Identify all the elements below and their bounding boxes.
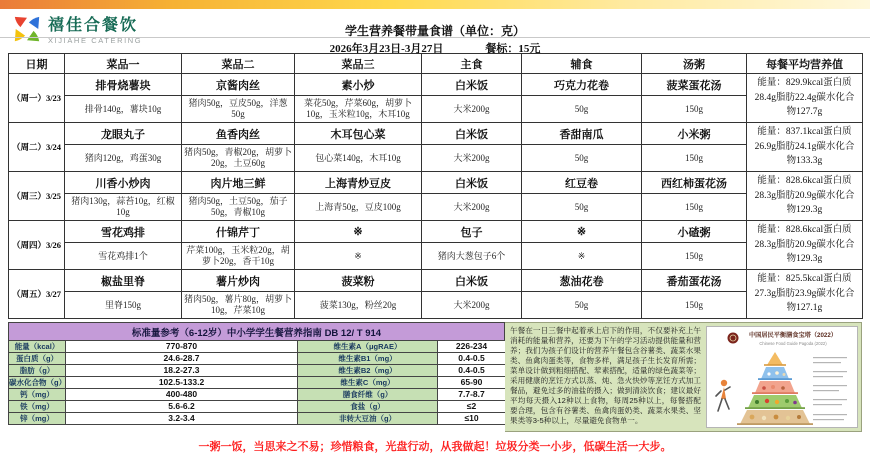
standards-row [9, 353, 506, 365]
day-label: （周五）3/27 [9, 270, 65, 319]
dish-name: 排骨烧薯块 [65, 74, 182, 96]
dish-name: 西红柿蛋花汤 [642, 172, 747, 194]
dish-ingredients: 50g [522, 292, 642, 319]
dish-ingredients: 里脊150g [65, 292, 182, 319]
table-row [9, 74, 863, 96]
dish-ingredients: 猪肉130g，蒜苔10g，红椒10g [65, 194, 182, 221]
dish-name: 雪花鸡排 [65, 221, 182, 243]
column-header: 日期 [9, 54, 65, 74]
dish-name: 包子 [422, 221, 522, 243]
dish-name: 川香小炒肉 [65, 172, 182, 194]
dish-name: 小碴粥 [642, 221, 747, 243]
dish-ingredients: 猪肉50g，青椒20g，胡萝卜20g，土豆60g [182, 145, 295, 172]
standards-row [9, 377, 506, 389]
dish-ingredients: 菜花50g，芹菜60g，胡萝卜10g，玉米粒10g，木耳10g [295, 96, 422, 123]
table-row [9, 221, 863, 243]
standards-table [8, 340, 506, 425]
poster-title: 中国居民平衡膳食宝塔（2022） [748, 332, 838, 339]
standard-value: 0.4-0.5 [438, 365, 506, 377]
dish-name: 香甜南瓜 [522, 123, 642, 145]
standard-label: 食盐（g） [298, 401, 438, 413]
nutrition-summary: 能量：828.6kcal蛋白质28.3g脂肪20.9g碳水化合物129.3g [747, 221, 863, 270]
standard-value: 18.2-27.3 [66, 365, 298, 377]
top-decorative-ribbon [0, 0, 870, 9]
page-title: 学生营养餐带量食谱（单位：克） [344, 24, 525, 38]
table-row [9, 292, 863, 319]
standard-value: 5.6-6.2 [66, 401, 298, 413]
standard-value: 770-870 [66, 341, 298, 353]
dish-name: 薯片炒肉 [182, 270, 295, 292]
weekly-menu-table [8, 53, 863, 319]
dish-name: 白米饭 [422, 172, 522, 194]
standards-title: 标准量参考（6-12岁）中小学学生餐营养指南 DB 12/ T 914 [8, 322, 505, 340]
food-pagoda-poster [706, 326, 858, 428]
dish-ingredients: 大米200g [422, 194, 522, 221]
dish-name: 白米饭 [422, 270, 522, 292]
dish-name: 白米饭 [422, 123, 522, 145]
column-header: 辅食 [522, 54, 642, 74]
standard-label: 维生素B1（mg） [298, 353, 438, 365]
dish-name: 菠菜粉 [295, 270, 422, 292]
dish-name: 素小炒 [295, 74, 422, 96]
standard-value: 226-234 [438, 341, 506, 353]
nutrition-standards-panel [8, 322, 505, 432]
standard-label: 锌（mg） [9, 413, 66, 425]
dish-name: 龙眼丸子 [65, 123, 182, 145]
dish-ingredients: 猪肉50g，薯片80g，胡萝卜10g，芹菜10g [182, 292, 295, 319]
standards-row [9, 341, 506, 353]
header-divider [0, 37, 870, 38]
nutrition-summary: 能量：837.1kcal蛋白质26.9g脂肪24.1g碳水化合物133.3g [747, 123, 863, 172]
dish-name: 肉片地三鲜 [182, 172, 295, 194]
dish-name: 木耳包心菜 [295, 123, 422, 145]
column-header: 汤粥 [642, 54, 747, 74]
standard-value: 400-480 [66, 389, 298, 401]
standard-label: 非转大豆油（g） [298, 413, 438, 425]
lunch-note-panel [505, 322, 862, 432]
dish-name: 番茄蛋花汤 [642, 270, 747, 292]
date-range: 2026年3月23日-3月27日 [329, 43, 444, 55]
column-header: 菜品一 [65, 54, 182, 74]
menu-header-row [9, 54, 863, 74]
dish-ingredients: 150g [642, 96, 747, 123]
dish-name: ※ [522, 221, 642, 243]
dish-name: 上海青炒豆皮 [295, 172, 422, 194]
dish-ingredients: 150g [642, 243, 747, 270]
dish-ingredients: 猪肉50g，土豆50g，茄子50g，青椒10g [182, 194, 295, 221]
dish-name: 什锦芹丁 [182, 221, 295, 243]
dish-name: 椒盐里脊 [65, 270, 182, 292]
standard-label: 维生素C（mg） [298, 377, 438, 389]
table-row [9, 145, 863, 172]
table-row [9, 194, 863, 221]
dish-ingredients: 大米200g [422, 145, 522, 172]
standard-label: 铁（mg） [9, 401, 66, 413]
pagoda-pyramid-graphic [707, 327, 857, 428]
bottom-section [8, 322, 862, 432]
column-header: 主食 [422, 54, 522, 74]
dish-ingredients: 猪肉120g，鸡蛋30g [65, 145, 182, 172]
day-label: （周一）3/23 [9, 74, 65, 123]
column-header: 菜品二 [182, 54, 295, 74]
footer-slogan: 一粥一饭，当思来之不易；珍惜粮食，光盘行动，从我做起！垃圾分类一小步，低碳生活一大步。 [198, 441, 672, 453]
standard-label: 膳食纤维（g） [298, 389, 438, 401]
dish-name: ※ [295, 221, 422, 243]
dish-ingredients: 150g [642, 145, 747, 172]
standards-row [9, 413, 506, 425]
dish-ingredients: 菠菜130g，粉丝20g [295, 292, 422, 319]
table-row [9, 96, 863, 123]
dish-ingredients: 150g [642, 292, 747, 319]
table-row [9, 123, 863, 145]
dish-name: 巧克力花卷 [522, 74, 642, 96]
table-row [9, 270, 863, 292]
standard-value: 102.5-133.2 [66, 377, 298, 389]
table-row [9, 172, 863, 194]
standards-row [9, 389, 506, 401]
standard-value: 7.7-8.7 [438, 389, 506, 401]
standard-label: 维生素B2（mg） [298, 365, 438, 377]
standards-row [9, 401, 506, 413]
standard-value: ≤2 [438, 401, 506, 413]
dish-ingredients: 猪肉大葱包子6个 [422, 243, 522, 270]
day-label: （周二）3/24 [9, 123, 65, 172]
table-row [9, 243, 863, 270]
dish-name: 鱼香肉丝 [182, 123, 295, 145]
dish-name: 白米饭 [422, 74, 522, 96]
nutrition-summary: 能量：828.6kcal蛋白质28.3g脂肪20.9g碳水化合物129.3g [747, 172, 863, 221]
column-header: 菜品三 [295, 54, 422, 74]
standard-label: 脂肪（g） [9, 365, 66, 377]
dish-ingredients: 50g [522, 145, 642, 172]
standard-value: 24.6-28.7 [66, 353, 298, 365]
dish-ingredients: 大米200g [422, 96, 522, 123]
day-label: （周三）3/25 [9, 172, 65, 221]
dish-ingredients: 50g [522, 194, 642, 221]
standards-row [9, 365, 506, 377]
dish-ingredients: 排骨140g，薯块10g [65, 96, 182, 123]
standard-value: 3.2-3.4 [66, 413, 298, 425]
dish-ingredients: 大米200g [422, 292, 522, 319]
dish-ingredients: 150g [642, 194, 747, 221]
dish-ingredients: 上海青50g，豆皮100g [295, 194, 422, 221]
brand-name: 禧佳合餐饮 [48, 17, 139, 34]
brand-name-en: XIJIAHE CATERING [48, 36, 143, 45]
dish-ingredients: 包心菜140g，木耳10g [295, 145, 422, 172]
dish-ingredients: 猪肉50g，豆皮50g，洋葱50g [182, 96, 295, 123]
dish-ingredients: 芹菜100g，玉米粒20g，胡萝卜20g，香干10g [182, 243, 295, 270]
dish-ingredients: ※ [295, 243, 422, 270]
dish-ingredients: ※ [522, 243, 642, 270]
dish-name: 菠菜蛋花汤 [642, 74, 747, 96]
day-label: （周四）3/26 [9, 221, 65, 270]
standard-label: 能量（kcal） [9, 341, 66, 353]
dish-ingredients: 雪花鸡排1个 [65, 243, 182, 270]
dish-name: 葱油花卷 [522, 270, 642, 292]
poster-subtitle: Chinese Food Guide Pagoda (2022) [759, 341, 827, 346]
standard-value: 0.4-0.5 [438, 353, 506, 365]
column-header: 每餐平均营养值 [747, 54, 863, 74]
standard-label: 钙（mg） [9, 389, 66, 401]
dish-name: 小米粥 [642, 123, 747, 145]
lunch-note-text: 午餐在一日三餐中起着承上启下的作用，不仅要补充上午消耗的能量和营养，还要为下午的学习活动提供能量和营养；我们为孩子们设计的营养午餐包含谷薯类、蔬菜水果类、鱼禽肉蛋类等，食物多样，满足孩子生长发育所需；菜单设计做到粗细搭配、荤素搭配，适量的绿色蔬菜等；采用健康的烹饪方式以蒸、炖、急火快炒等烹饪方式加工餐品，避免过多的油盐的摄入；做到清淡饮食；建议最好平均每天摄入12种以上食物，每周25种以上，每餐搭配要合理，包含有谷薯类、鱼禽肉蛋奶类、蔬菜水果类、坚果类等3-5种以上，尽量避免食物单一。 [510, 326, 701, 426]
meal-price: 餐标：15元 [485, 43, 541, 55]
dish-name: 红豆卷 [522, 172, 642, 194]
nutrition-summary: 能量：829.9kcal蛋白质28.4g脂肪22.4g碳水化合物127.7g [747, 74, 863, 123]
nutrition-summary: 能量：825.5kcal蛋白质27.3g脂肪23.9g碳水化合物127.1g [747, 270, 863, 319]
standard-label: 碳水化合物（g） [9, 377, 67, 387]
standard-label: 维生素A（μgRAE） [298, 341, 438, 353]
standard-value: 65-90 [438, 377, 506, 389]
standard-value: ≤10 [438, 413, 506, 425]
dish-name: 京酱肉丝 [182, 74, 295, 96]
standard-label: 蛋白质（g） [9, 353, 66, 365]
dish-ingredients: 50g [522, 96, 642, 123]
